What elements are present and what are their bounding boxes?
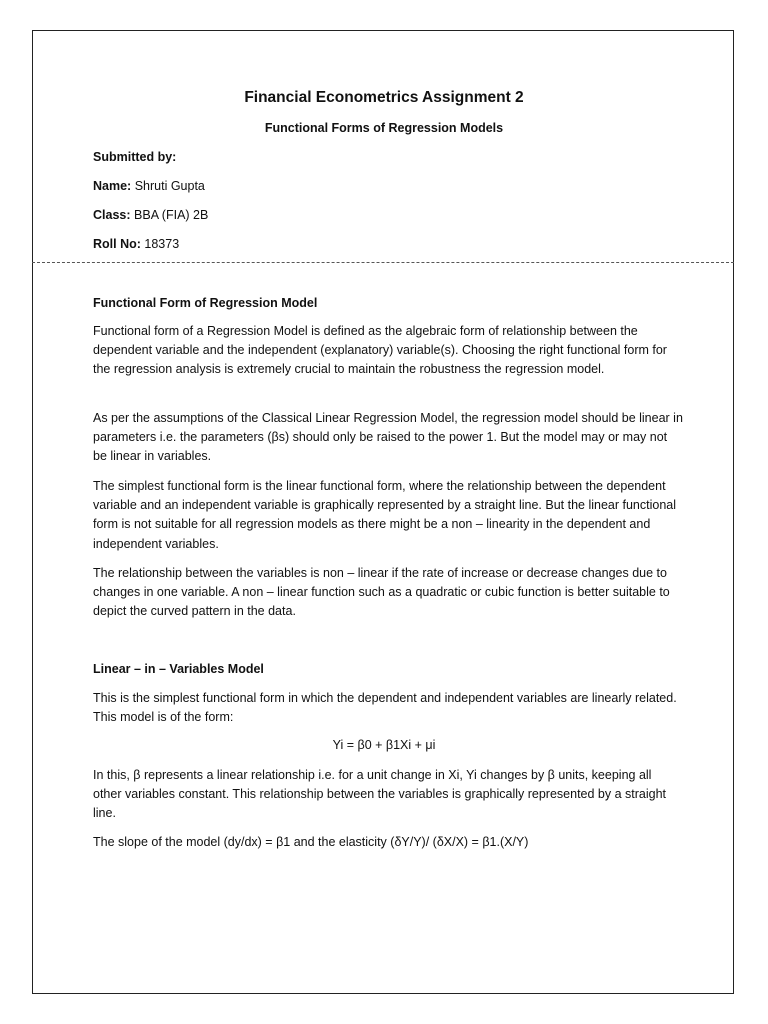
- submitted-by-text: Submitted by:: [93, 150, 177, 164]
- class-value: BBA (FIA) 2B: [134, 208, 209, 222]
- section1-paragraph-3: The simplest functional form is the linear functional form, where the relationship between the dependent variable and an independent variable is graphically represented by a straight line. But the linear functional form is not suitable for all regression models as there might be a non – linearity in the dependent and independent variables.: [93, 479, 677, 551]
- document-title: Financial Econometrics Assignment 2: [244, 89, 524, 106]
- name-value: Shruti Gupta: [134, 179, 205, 193]
- roll-value: 18373: [144, 237, 180, 251]
- name-label: Name:: [93, 179, 132, 193]
- roll-line: [93, 237, 179, 251]
- section2-heading: Linear – in – Variables Model: [93, 662, 264, 676]
- section2-paragraph-2: In this, β represents a linear relationship i.e. for a unit change in Xi, Yi changes by β units, keeping all other variables constant. This relationship between the variables is graphically represented by a straight line.: [93, 768, 667, 821]
- section1-heading: Functional Form of Regression Model: [93, 296, 318, 310]
- section2-paragraph-3: The slope of the model (dy/dx) = β1 and the elasticity (δY/Y)/ (δX/X) = β1.(X/Y): [93, 835, 529, 849]
- section1-paragraph-4: The relationship between the variables is non – linear if the rate of increase or decrease changes due to changes in one variable. A non – linear function such as a quadratic or cubic function is better suitable to depict the curved pattern in the data.: [93, 566, 670, 619]
- dashed-divider: [32, 262, 734, 263]
- section2-paragraph-1: This is the simplest functional form in which the dependent and independent variables are linearly related. This model is of the form:: [93, 691, 677, 725]
- name-line: [93, 179, 205, 193]
- roll-label: Roll No:: [93, 237, 141, 251]
- section1-paragraph-2: As per the assumptions of the Classical Linear Regression Model, the regression model should be linear in parameters i.e. the parameters (βs) should only be raised to the power 1. But the model may or may not be linear in variables.: [93, 411, 683, 464]
- submitted-by-label: [93, 150, 176, 164]
- class-line: [93, 208, 208, 222]
- document-subtitle: Functional Forms of Regression Models: [264, 121, 504, 135]
- section1-paragraph-1: Functional form of a Regression Model is defined as the algebraic form of relationship between the dependent variable and the independent (explanatory) variable(s). Choosing the right functional form for the regression analysis is extremely crucial to maintain the robustness the regression model.: [93, 324, 667, 377]
- class-label: Class:: [93, 208, 131, 222]
- regression-equation: Yi = β0 + β1Xi + μi: [332, 738, 436, 752]
